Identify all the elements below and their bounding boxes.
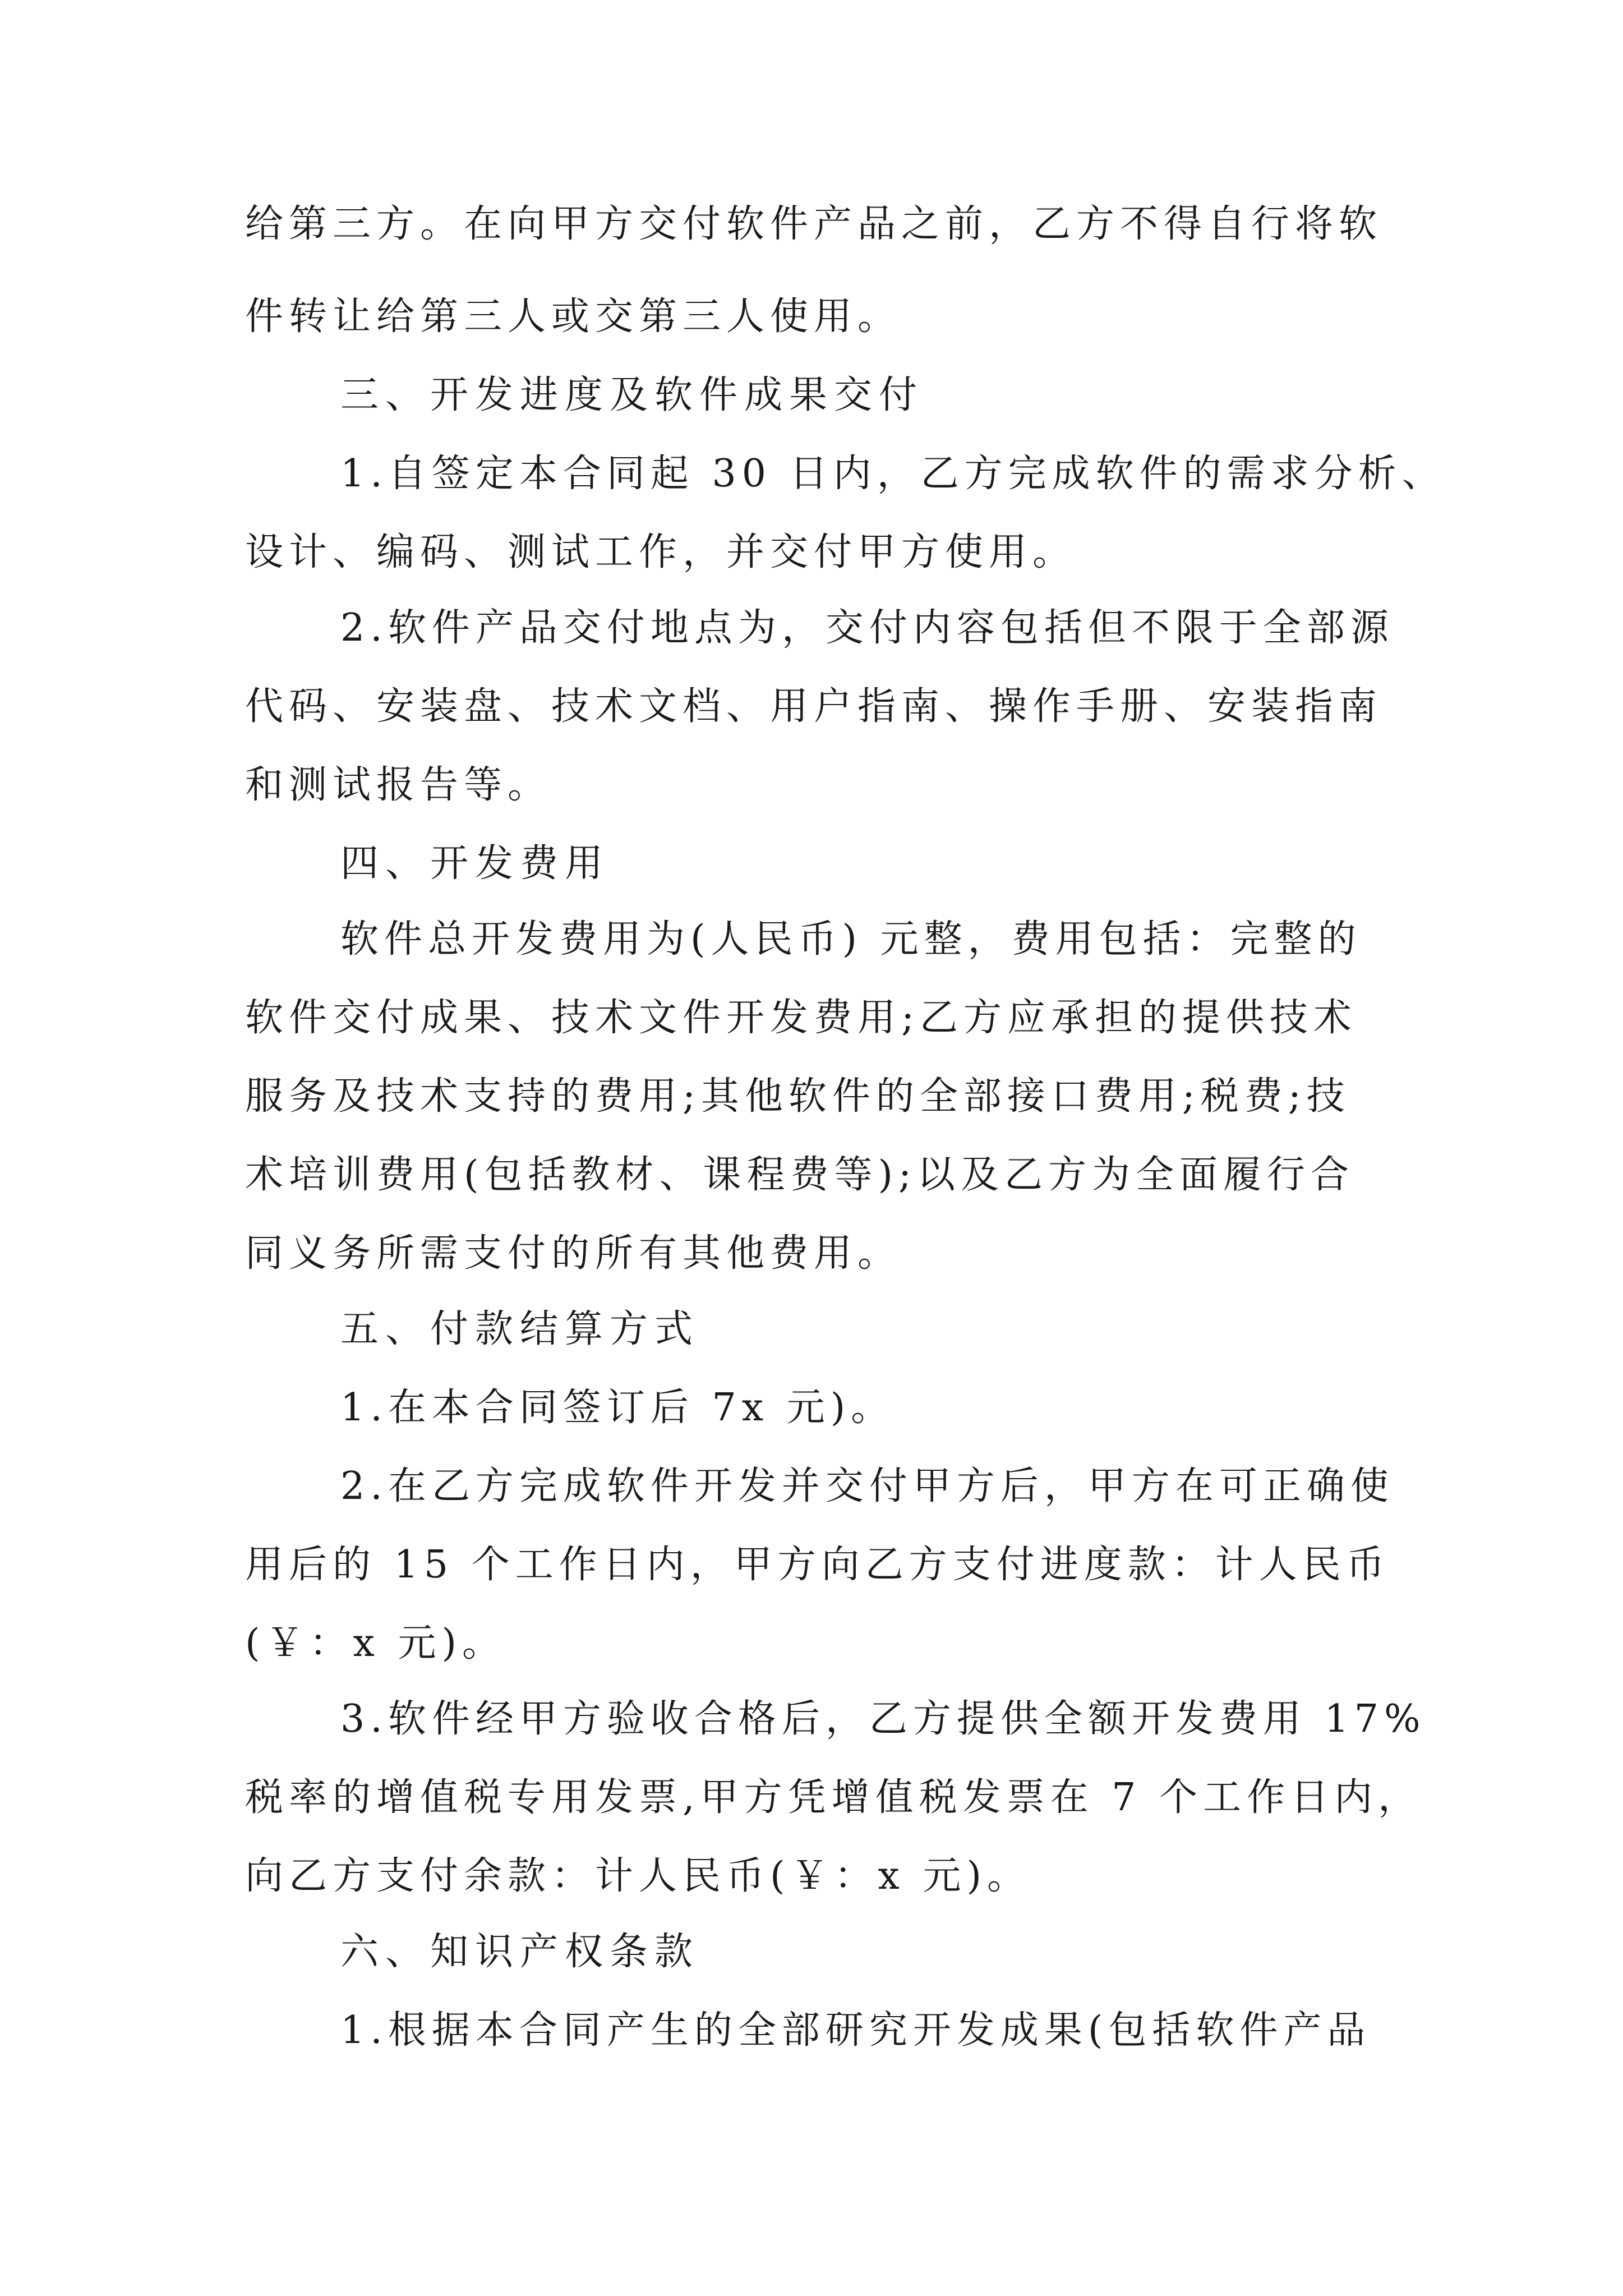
text-line: (￥：x 元)。 xyxy=(245,1621,506,1665)
text-line: 用后的 15 个工作日内，甲方向乙方支付进度款：计人民币 xyxy=(245,1543,1390,1587)
text-line: 软件交付成果、技术文件开发费用;乙方应承担的提供技术 xyxy=(245,996,1357,1040)
text-line: 2.软件产品交付地点为，交付内容包括但不限于全部源 xyxy=(340,606,1394,650)
text-line: 2.在乙方完成软件开发并交付甲方后，甲方在可正确使 xyxy=(340,1464,1394,1508)
text-line: 术培训费用(包括教材、课程费等);以及乙方为全面履行合 xyxy=(245,1153,1354,1197)
section-heading: 五、付款结算方式 xyxy=(340,1307,700,1351)
text-line: 件转让给第三人或交第三人使用。 xyxy=(245,295,902,339)
text-line: 和测试报告等。 xyxy=(245,763,552,807)
text-line: 给第三方。在向甲方交付软件产品之前，乙方不得自行将软 xyxy=(245,202,1383,246)
text-line: 税率的增值税专用发票,甲方凭增值税发票在 7 个工作日内， xyxy=(245,1775,1422,1820)
text-line: 服务及技术支持的费用;其他软件的全部接口费用;税费;技 xyxy=(245,1074,1350,1119)
text-line: 同义务所需支付的所有其他费用。 xyxy=(245,1231,902,1276)
text-line: 设计、编码、测试工作，并交付甲方使用。 xyxy=(245,530,1077,574)
section-heading: 三、开发进度及软件成果交付 xyxy=(340,373,924,417)
text-line: 1.根据本合同产生的全部研究开发成果(包括软件产品 xyxy=(340,2008,1371,2053)
text-line: 3.软件经甲方验收合格后，乙方提供全额开发费用 17% xyxy=(340,1697,1426,1741)
text-line: 1.自签定本合同起 30 日内，乙方完成软件的需求分析、 xyxy=(340,452,1446,496)
text-line: 1.在本合同签订后 7x 元)。 xyxy=(340,1386,895,1430)
section-heading: 四、开发费用 xyxy=(340,841,610,886)
text-line: 软件总开发费用为(人民币) 元整，费用包括：完整的 xyxy=(340,917,1362,961)
section-heading: 六、知识产权条款 xyxy=(340,1930,700,1974)
text-line: 代码、安装盘、技术文档、用户指南、操作手册、安装指南 xyxy=(245,684,1383,729)
text-line: 向乙方支付余款：计人民币(￥：x 元)。 xyxy=(245,1854,1031,1898)
